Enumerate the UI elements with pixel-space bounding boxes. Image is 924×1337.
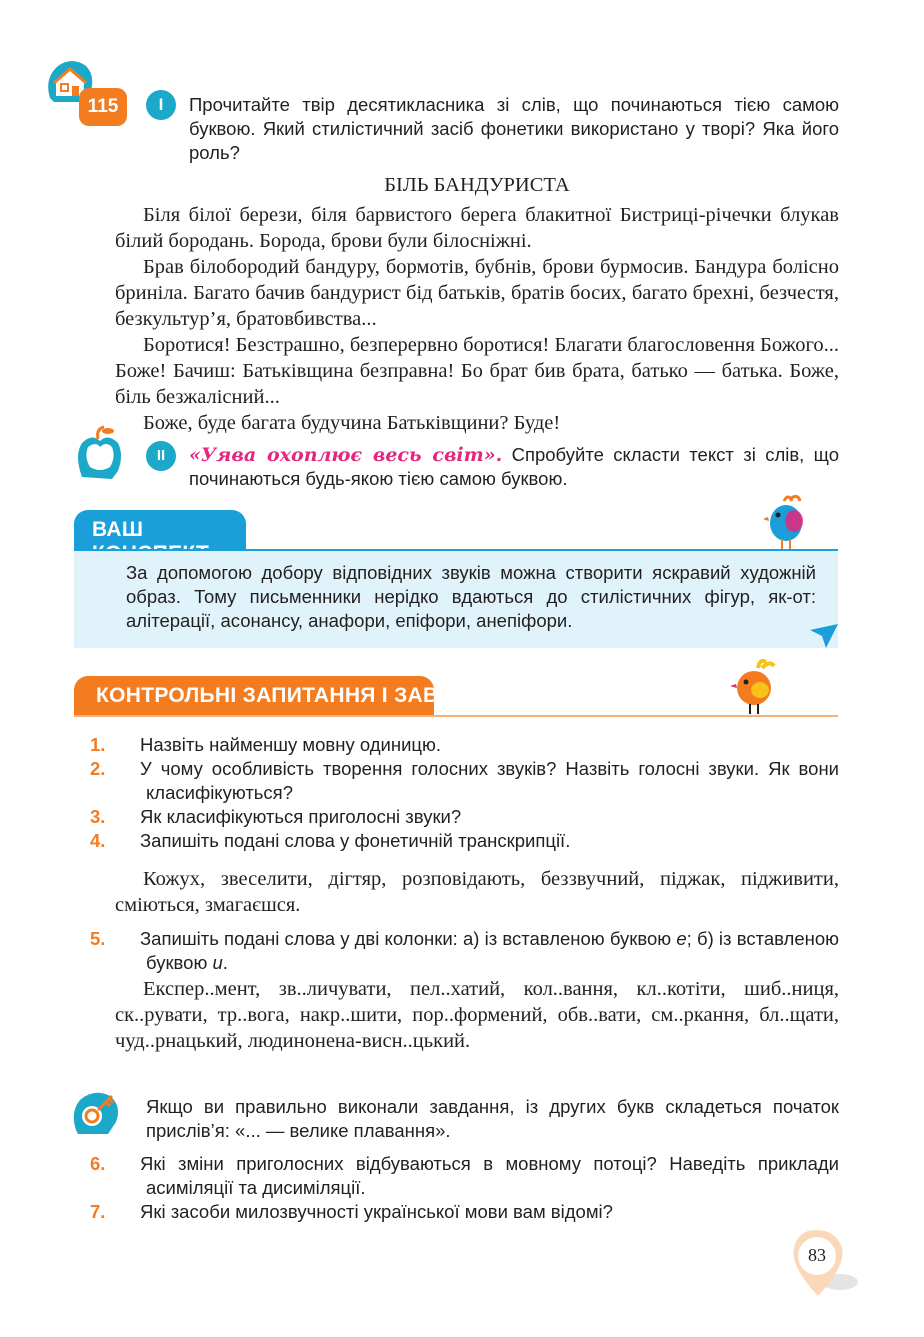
question-text: Які зміни приголосних відбуваються в мовному потоці? Наведіть приклади асиміляції та дисиміляції.: [140, 1153, 839, 1198]
exercise-number: 115: [87, 96, 119, 117]
question-number: 2.: [90, 758, 106, 779]
question-text: Запишіть подані слова у фонетичній транскрипції.: [140, 830, 571, 851]
task-marker-ii: [146, 441, 176, 471]
question-text: .: [222, 952, 228, 973]
task-marker-ii-label: II: [156, 447, 166, 464]
poem-title: БІЛЬ БАНДУРИСТА: [384, 174, 570, 196]
letter-e: е: [676, 928, 687, 949]
control-list-b: [90, 927, 840, 975]
question-text: Як класифікуються приголосні звуки?: [140, 806, 462, 827]
poem-body: [115, 202, 839, 436]
control-list-a: [90, 733, 839, 853]
question-3: [90, 805, 839, 829]
question-7: [90, 1200, 839, 1224]
poem-paragraph: Боротися! Безстрашно, безперервно боротися! Благати благословення Божого... Боже! Бачиш: Батьківщина безправна! Бо брат бив брата, батько — батька. Боже, біль безжалісний...: [115, 334, 839, 408]
question-text: Запишіть подані слова у дві колонки: а) із вставленою буквою: [140, 928, 677, 949]
question-4: [90, 829, 839, 853]
question-2: [90, 757, 839, 805]
task2-title: «Уява охоплює весь світ».: [189, 444, 503, 466]
question-number: 4.: [90, 830, 106, 851]
question-1: [90, 733, 839, 757]
control-banner: [74, 676, 516, 716]
question-text: У чому особливість творення голосних звуків? Назвіть голосні звуки. Як вони класифікуються?: [140, 758, 839, 803]
exercise-number-badge: [79, 88, 127, 126]
task2-instruction: Спробуйте скласти текст зі слів, що починаються будь-якою тією самою буквою.: [189, 444, 839, 489]
question-text: Які засоби милозвучності української мови вам відомі?: [140, 1201, 613, 1222]
question-number: 6.: [90, 1153, 106, 1174]
page-number: 83: [808, 1245, 826, 1265]
question-number: 1.: [90, 734, 106, 755]
task-marker-i: [146, 90, 176, 120]
poem-paragraph: Боже, буде багата будучина Батьківщини? Буде!: [143, 412, 561, 434]
question-number: 5.: [90, 928, 106, 949]
poem-paragraph: Брав білобородий бандуру, бормотів, бубнів, брови бурмосив. Бандура болісно бриніла. Багато бачив бандурист бід батьків, братів босих, багато брехні, безчестя, безкультур’я, братовбивства...: [115, 256, 839, 330]
paper-plane-icon: [808, 622, 840, 650]
control-rule: [74, 715, 838, 717]
task2-text: [189, 443, 839, 491]
letter-i: и: [212, 952, 223, 973]
bird-orange-icon: [730, 656, 780, 716]
summary-banner: [74, 510, 246, 550]
task-marker-i-label: I: [158, 95, 164, 114]
question-6: [90, 1152, 839, 1200]
task1-text: Прочитайте твір десятикласника зі слів, що починаються тією самою буквою. Який стилістичний засіб фонетики використано у творі? Яка його роль?: [189, 94, 839, 163]
key-note: Якщо ви правильно виконали завдання, із других букв складеться початок прислів’я: «... — велике плавання».: [146, 1096, 839, 1141]
question-text: ; б) із вставленою буквою: [146, 928, 840, 973]
control-title: КОНТРОЛЬНІ ЗАПИТАННЯ І ЗАВДАННЯ: [96, 684, 516, 707]
question-number: 3.: [90, 806, 106, 827]
bird-blue-icon: [764, 493, 812, 551]
question-number: 7.: [90, 1201, 106, 1222]
control-list-c: [90, 1152, 839, 1224]
question-5: [90, 927, 840, 975]
summary-text: За допомогою добору відповідних звуків можна створити яскравий художній образ. Тому письменники нерідко вдаються до стилістичних фігур, як-от: алітерації, асонансу, анафори, епіфори, анепіфори.: [126, 562, 816, 631]
summary-title: ВАШ: [92, 518, 144, 541]
words-task-5: Експер..мент, зв..личувати, пел..хатий, кол..вання, кл..котіти, шиб..ниця, ск..рувати, тр..вога, накр..шити, пор..формений, обв..вати, см..ркання, бл..щати, чуд..рнацький, людинонена-висн..цький.: [115, 978, 839, 1052]
words-task-4: Кожух, звеселити, дігтяр, розповідають, беззвучний, піджак, підживити, сміються, змагаєшся.: [115, 868, 839, 916]
poem-paragraph: Біля білої берези, біля барвистого берега блакитної Бистриці-річечки блукав білий бородань. Борода, брови були білосніжні.: [115, 204, 839, 252]
summary-box: [74, 551, 838, 648]
page-number-badge: [786, 1228, 860, 1300]
key-icon: [70, 1090, 122, 1136]
apple-icon: [74, 425, 124, 481]
question-text: Назвіть найменшу мовну одиницю.: [140, 734, 442, 755]
